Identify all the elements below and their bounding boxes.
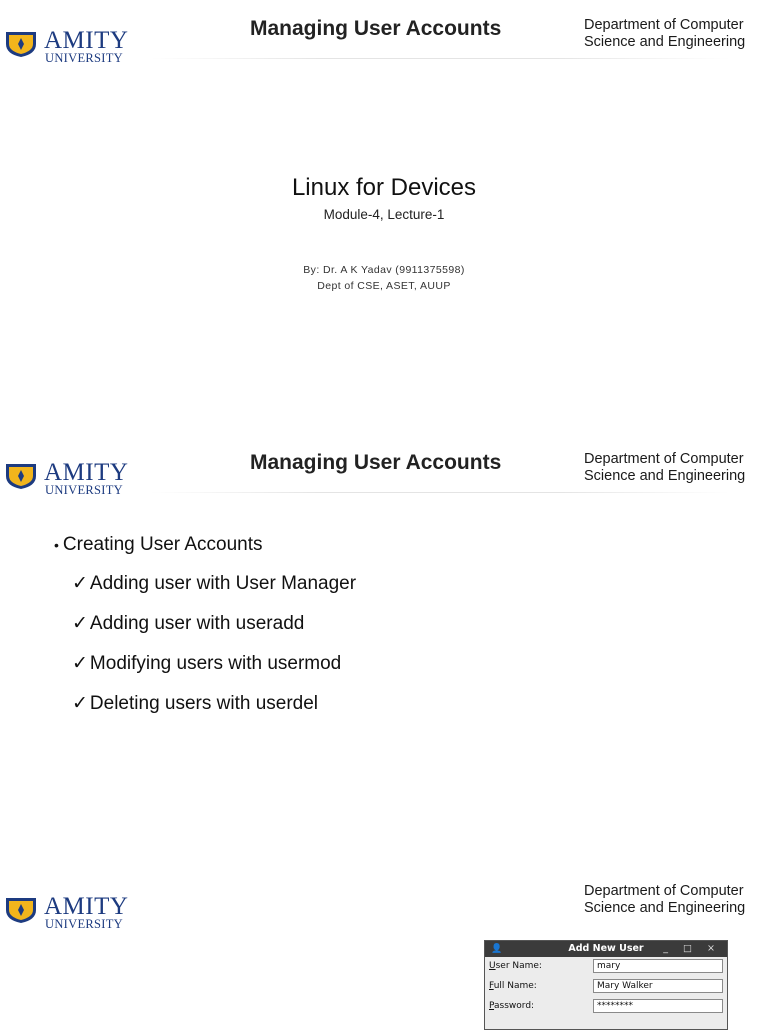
lecture-module: Module-4, Lecture-1	[323, 207, 445, 222]
header-divider	[150, 58, 730, 59]
logo-name: AMITY	[44, 27, 129, 54]
field-label: Password:	[489, 1001, 535, 1011]
checkmark-icon: ✓	[72, 653, 88, 674]
field-label: Full Name:	[489, 981, 537, 991]
amity-crest-icon	[4, 462, 38, 490]
checkmark-icon: ✓	[72, 613, 88, 634]
department-line-2: Science and Engineering	[584, 900, 746, 916]
header-divider	[150, 492, 730, 493]
lecture-title: Linux for Devices	[291, 174, 477, 201]
department-label	[584, 17, 768, 51]
fullname-field[interactable]: Mary Walker	[593, 979, 723, 993]
dialog-title: Add New User	[568, 943, 644, 954]
user-icon: 👤	[491, 944, 503, 954]
password-row	[485, 997, 727, 1017]
checkmark-icon: ✓	[72, 693, 88, 714]
logo-subtitle: UNIVERSITY	[45, 917, 123, 931]
slide-title: Managing User Accounts	[250, 451, 502, 474]
bullet-text: Creating User Accounts	[62, 534, 263, 555]
amity-crest-icon	[4, 30, 38, 58]
logo-subtitle: UNIVERSITY	[45, 51, 123, 65]
amity-crest-icon	[4, 896, 38, 924]
fullname-row	[485, 977, 727, 997]
list-item	[72, 692, 356, 732]
username-field[interactable]: mary	[593, 959, 723, 973]
dialog-titlebar[interactable]	[485, 941, 727, 957]
department-line-2: Science and Engineering	[584, 34, 746, 50]
list-item-text: Modifying users with usermod	[89, 653, 342, 674]
bullet-item	[54, 534, 263, 556]
slide-3	[0, 868, 768, 1024]
slide-2	[0, 434, 768, 866]
author-dept: Dept of CSE, ASET, AUUP	[317, 280, 451, 292]
list-item	[72, 652, 356, 692]
sub-bullet-list	[72, 572, 356, 732]
department-label	[584, 451, 768, 485]
department-line-1: Department of Computer	[584, 451, 744, 467]
slide-title: Managing User Accounts	[250, 17, 502, 40]
list-item-text: Adding user with useradd	[89, 613, 305, 634]
logo-name: AMITY	[44, 893, 129, 920]
window-controls[interactable]: _ □ ×	[663, 943, 721, 954]
password-field[interactable]: ********	[593, 999, 723, 1013]
field-label: User Name:	[489, 961, 542, 971]
username-row	[485, 957, 727, 977]
department-line-2: Science and Engineering	[584, 468, 746, 484]
slide-1	[0, 0, 768, 432]
list-item	[72, 572, 356, 612]
list-item	[72, 612, 356, 652]
bullet-dot-icon: •	[54, 537, 59, 553]
amity-logo	[4, 28, 144, 64]
list-item-text: Deleting users with userdel	[89, 693, 319, 714]
department-label	[584, 883, 768, 917]
list-item-text: Adding user with User Manager	[89, 573, 357, 594]
department-line-1: Department of Computer	[584, 17, 744, 33]
checkmark-icon: ✓	[72, 573, 88, 594]
amity-logo	[4, 894, 144, 930]
author-line: By: Dr. A K Yadav (9911375598)	[303, 264, 465, 276]
logo-name: AMITY	[44, 459, 129, 486]
amity-logo	[4, 460, 144, 496]
logo-subtitle: UNIVERSITY	[45, 483, 123, 497]
add-new-user-dialog	[484, 940, 728, 1030]
department-line-1: Department of Computer	[584, 883, 744, 899]
